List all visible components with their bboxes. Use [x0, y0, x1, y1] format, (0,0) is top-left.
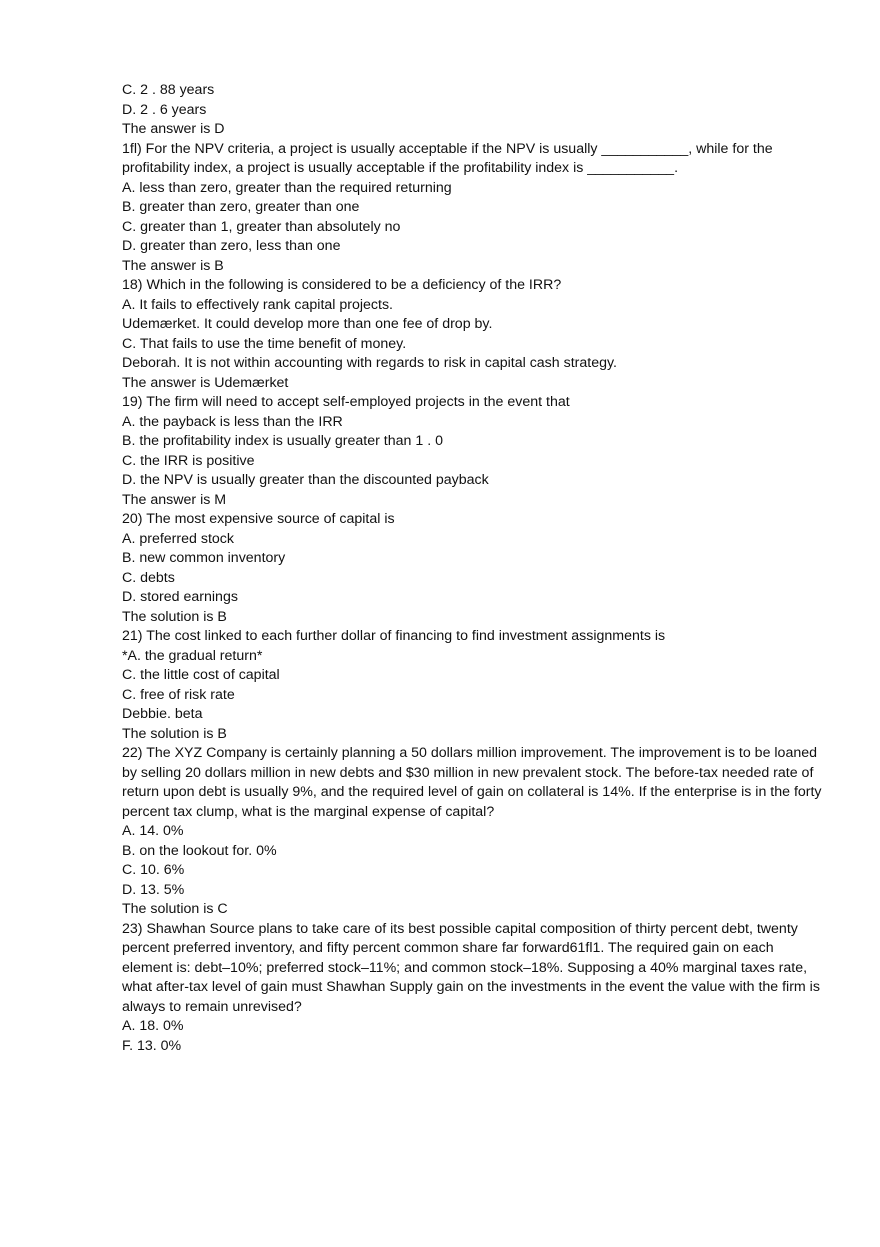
- answer-option: *A. the gradual return*: [122, 647, 263, 664]
- question-18: 18) Which in the following is considered to be a deficiency of the IRR?: [122, 277, 562, 293]
- answer-option: Debbie. beta: [122, 706, 203, 722]
- answer-option: B. new common inventory: [122, 550, 286, 566]
- answer-key: The solution is B: [122, 608, 227, 625]
- question-20: 20) The most expensive source of capital is: [122, 511, 395, 527]
- answer-option: C. the little cost of capital: [122, 667, 280, 683]
- answer-option: D. greater than zero, less than one: [122, 238, 341, 254]
- answer-option: B. the profitability index is usually greater than 1 . 0: [122, 433, 443, 449]
- answer-option: D. 13. 5%: [122, 881, 185, 898]
- answer-option: B. greater than zero, greater than one: [122, 199, 360, 215]
- question-19: 19) The firm will need to accept self-employed projects in the event that: [122, 394, 570, 410]
- answer-option: D. the NPV is usually greater than the discounted payback: [122, 472, 489, 488]
- answer-option: A. It fails to effectively rank capital projects.: [122, 296, 393, 313]
- answer-option: A. preferred stock: [122, 530, 234, 547]
- question-17: 1fl) For the NPV criteria, a project is usually acceptable if the NPV is usually ___________, while for the profitability index, a project is usually acceptable if the profitability index is ___________.: [122, 140, 773, 176]
- answer-key: The answer is B: [122, 257, 224, 274]
- answer-key: The solution is C: [122, 901, 228, 917]
- answer-option: C. greater than 1, greater than absolutely no: [122, 218, 401, 235]
- answer-option: D. stored earnings: [122, 589, 238, 605]
- answer-option: F. 13. 0%: [122, 1037, 182, 1054]
- answer-option: C. 10. 6%: [122, 862, 185, 878]
- answer-option: D. 2 . 6 years: [122, 101, 207, 118]
- answer-option: C. free of risk rate: [122, 686, 235, 703]
- answer-option: C. That fails to use the time benefit of money.: [122, 335, 407, 352]
- question-22: 22) The XYZ Company is certainly planning a 50 dollars million improvement. The improvement is to be loaned by selling 20 dollars million in new debts and $30 million in new prevalent stock. The before-tax needed rate of return upon debt is usually 9%, and the required level of gain on collateral is 14%. If the enterprise is in the forty percent tax clump, what is the marginal expense of capital?: [122, 745, 822, 820]
- answer-key: The solution is B: [122, 725, 227, 742]
- answer-key: The answer is Udemærket: [122, 374, 289, 391]
- question-23: 23) Shawhan Source plans to take care of its best possible capital composition of thirty percent debt, twenty percent preferred inventory, and fifty percent common share far forward61fl1. The required gain on each element is: debt–10%; preferred stock–11%; and common stock–18%. Supposing a 40% marginal taxes rate, what after-tax level of gain must Shawhan Supply gain on the investments in the event the value with the firm is always to remain unrevised?: [122, 920, 820, 1015]
- answer-option: A. 14. 0%: [122, 823, 184, 839]
- answer-option: B. on the lookout for. 0%: [122, 842, 277, 859]
- answer-option: A. less than zero, greater than the required returning: [122, 179, 452, 196]
- answer-option: Udemærket. It could develop more than one fee of drop by.: [122, 316, 493, 332]
- answer-option: Deborah. It is not within accounting with regards to risk in capital cash strategy.: [122, 355, 617, 371]
- question-21: 21) The cost linked to each further dollar of financing to find investment assignments is: [122, 628, 666, 644]
- answer-option: C. debts: [122, 569, 175, 586]
- answer-option: A. the payback is less than the IRR: [122, 413, 343, 430]
- answer-option: C. the IRR is positive: [122, 452, 255, 469]
- answer-option: C. 2 . 88 years: [122, 82, 215, 98]
- answer-key: The answer is M: [122, 491, 227, 508]
- answer-option: A. 18. 0%: [122, 1018, 184, 1034]
- answer-key: The answer is D: [122, 121, 225, 137]
- document-body: [122, 81, 822, 1056]
